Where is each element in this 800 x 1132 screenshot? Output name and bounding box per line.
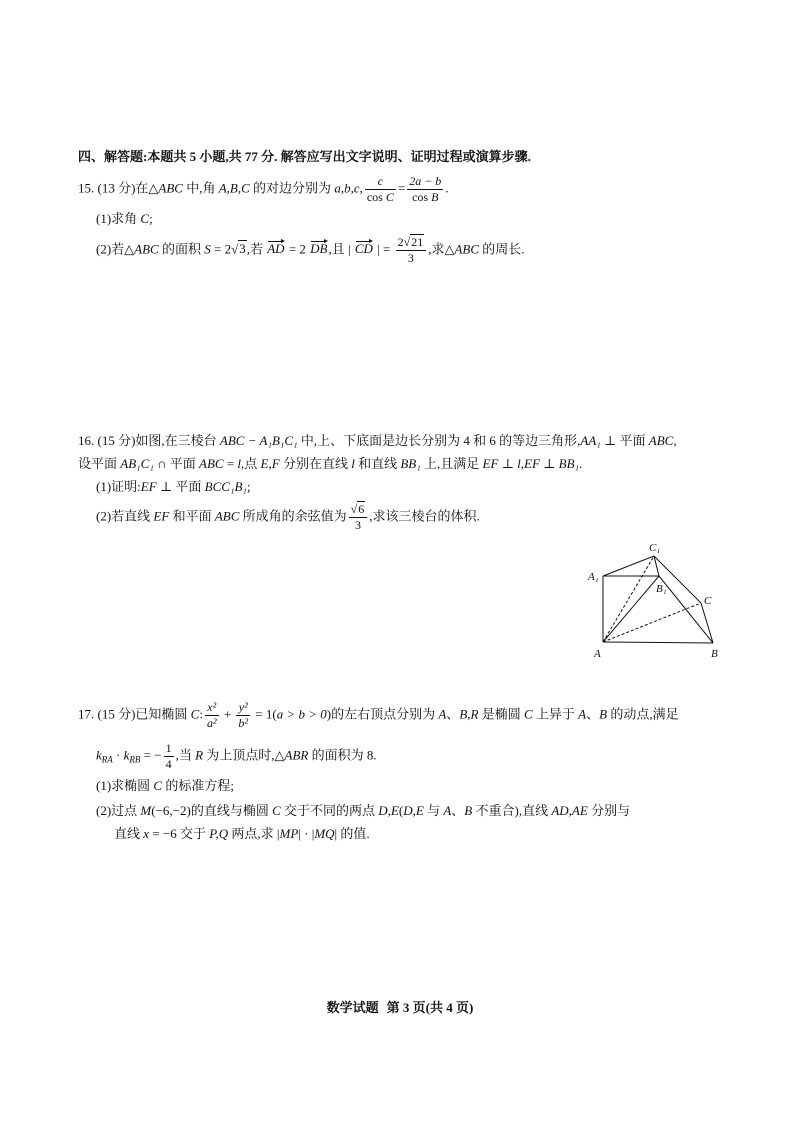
question-text: = 1( [252,706,277,722]
math-expression: B [464,803,473,818]
question-text: ⊥ [539,456,559,471]
subscript: RB [129,754,141,765]
question-text: . [579,456,583,471]
fraction [349,503,368,532]
frustum-figure [580,536,730,666]
q15-stem [78,175,449,204]
math-expression: MQ [314,826,335,841]
question-text: 、 [451,803,465,818]
edge-a-c-dashed [603,603,701,642]
question-text: . [445,180,449,196]
fraction-denominator: 3 [354,518,361,532]
q17-part2 [96,801,630,821]
edge-a1-c1 [603,556,654,576]
math-variable: C [385,190,394,204]
radicand: 3 [239,241,246,257]
label-b: B [711,648,718,660]
edge-a-b [603,642,713,643]
radicand: 6 [358,502,365,516]
q15-part1 [96,209,153,229]
question-text: 和直线 [354,456,401,471]
question-text: = 2 [285,241,310,257]
question-text: (2)过点 [96,803,141,818]
question-text: (1)求角 [96,211,141,226]
fraction [236,701,250,730]
question-text: 的标准方程; [162,778,234,793]
fraction [205,701,219,730]
question-text: 交于不同的两点 [280,803,379,818]
question-text: 分别在直线 [279,456,352,471]
fraction [164,742,174,771]
question-text: 、 [586,706,600,722]
fraction-numerator: c [365,175,396,190]
footer-page-number: 第 3 页(共 4 页) [386,1000,474,1015]
question-text: ,点 [241,456,261,471]
question-text: 的周长. [479,241,525,257]
question-text: 是椭圆 [478,706,524,722]
fraction-numerator: y² [236,701,250,716]
question-text: + [220,706,235,722]
math-expression: ABC [454,241,480,257]
fraction [407,175,443,204]
fraction-numerator [349,503,368,518]
function-name: cos [412,190,429,204]
math-expression: ABR [284,747,309,763]
fraction-numerator: 2a − b [409,174,442,188]
question-text: ∩ 平面 [153,456,199,471]
coefficient: 2 [397,235,404,249]
question-text: ( [398,803,404,818]
q17-stem-line1 [78,701,679,730]
fraction-numerator: 1 [165,741,172,755]
math-expression: C [523,706,533,722]
footer-subject: 数学试题 [326,1000,379,1015]
fraction-numerator [396,236,427,251]
section-heading: 四、解答题:本题共 5 小题,共 77 分. 解答应写出文字说明、证明过程或演算步骤. [78,149,531,164]
question-text: 的动点,满足 [607,706,679,722]
question-text: 两点,求 | [228,826,280,841]
math-expression: P,Q [209,826,229,841]
fraction-numerator: x² [205,701,219,716]
math-expression: l [351,456,355,471]
question-text: ; [246,479,251,494]
math-expression: D,E [378,803,399,818]
question-text: (−6,−2)的直线与椭圆 [151,803,273,818]
math-expression: B [599,706,608,722]
math-expression: R [470,706,479,722]
question-text: · [112,747,124,763]
question-text: )的左右顶点分别为 [326,706,439,722]
square-root [231,240,247,256]
fraction-denominator: b² [238,716,249,730]
math-expression: a > b > 0 [276,706,327,722]
question-text: ,求△ [428,241,455,257]
math-variable: k [123,747,130,763]
question-text: 为上顶点时,△ [203,747,285,763]
math-expression: EF [524,456,540,471]
math-expression: C [153,778,163,793]
question-text: = −6 交于 [149,826,210,841]
question-text: 设平面 [78,456,121,471]
radical-sign: √ [403,235,411,249]
fraction-denominator: 4 [165,757,172,771]
math-expression: C [190,706,200,722]
question-text: ⊥ 平面 [156,479,205,494]
question-text: , [467,706,471,722]
math-expression: l [237,456,242,471]
math-expression: C [140,211,150,226]
question-text: ,且 | [328,241,354,257]
math-expression: A [578,706,587,722]
math-expression: ABC [648,433,674,448]
math-expression: a,b,c [334,180,360,196]
math-expression: M [140,803,152,818]
math-expression: EF [482,456,499,471]
math-expression: BB₁ [558,456,580,471]
radicand: 21 [411,235,424,249]
math-expression: ABC − A₁B₁C₁ [219,433,298,448]
question-text: (2)若△ [96,241,135,257]
question-text: ⊥ 平面 [600,433,649,448]
question-text: : [199,706,203,722]
question-text: 17. (15 分)已知椭圆 [78,706,191,722]
question-text: 所成角的余弦值为 [239,508,347,524]
q17-stem-line2 [96,742,377,771]
question-text: 上异于 [532,706,579,722]
question-text: , [673,433,677,448]
question-text: (2)若直线 [96,508,154,524]
math-expression: x [143,826,150,841]
square-root [351,501,366,516]
equals-sign: = [397,180,406,196]
label-a: A [594,648,601,660]
math-expression: D,E [403,803,424,818]
math-expression: A [438,706,447,722]
edge-b-c [701,603,713,643]
square-root [404,234,425,249]
label-c1: C₁ [649,542,661,554]
question-text: 分别与 [587,803,631,818]
question-text: = 2 [210,241,232,257]
question-text: | 的值. [334,826,370,841]
label-a1: A₁ [588,571,599,583]
question-text: 直线 [114,826,144,841]
q17-part2-continuation [114,824,370,844]
label-c: C [704,595,712,607]
math-expression: A,B,C [218,180,250,196]
math-expression: l [517,456,521,471]
vector-cd: CD [354,241,373,257]
fraction [396,236,427,265]
fraction-denominator: 3 [407,251,414,265]
question-text: 15. (13 分)在△ [78,180,159,196]
question-text: ; [149,211,153,226]
question-text: = [223,456,238,471]
subscript: RA [101,754,113,765]
edge-c-c1 [654,556,701,603]
question-text: 与 [423,803,444,818]
question-text: 的面积为 8. [308,747,377,763]
math-expression: MP [279,826,299,841]
vector-ad: AD [267,241,285,257]
question-text: 16. (15 分)如图,在三棱台 [78,433,220,448]
page-footer [0,998,800,1018]
fraction [365,175,396,204]
math-expression: AD,AE [551,803,588,818]
math-expression: ABC [158,180,183,196]
math-expression: EF [153,508,170,524]
question-text: 的面积 [158,241,205,257]
math-expression: ABC [199,456,224,471]
question-text: ,求该三棱台的体积. [369,508,480,524]
question-text: 、 [446,706,460,722]
question-text: ⊥ [498,456,518,471]
q16-stem-line1 [78,431,677,451]
math-expression: B [459,706,468,722]
segment-a-c1-dashed [603,556,654,642]
math-expression: EF [140,479,157,494]
q16-part2 [96,503,480,532]
question-text: | · | [298,826,315,841]
math-variable: B [431,190,439,204]
q16-stem-line2 [78,454,582,474]
math-expression: E,F [260,456,280,471]
question-text: 不重合),直线 [472,803,552,818]
q15-part2 [96,236,525,265]
question-text: 的对边分别为 [249,180,335,196]
question-text: , [359,180,363,196]
math-expression: ABC [214,508,240,524]
radical-sign: √ [350,502,358,516]
fraction-denominator [407,190,443,204]
question-text: ,若 [246,241,267,257]
math-variable: k [96,747,102,763]
math-expression: AB₁C₁ [120,456,154,471]
question-text: (1)证明: [96,479,141,494]
fraction-denominator: a² [206,716,217,730]
question-text: , [520,456,525,471]
math-expression: BCC₁B₁ [204,479,247,494]
vector-db: DB [310,241,328,257]
question-text: 上,且满足 [420,456,483,471]
segment-a-b1 [603,576,659,642]
math-expression: ABC [134,241,159,257]
question-text: 中,上、下底面是边长分别为 4 和 6 的等边三角形, [297,433,581,448]
fraction-denominator [365,190,396,204]
question-text: | = [373,241,394,257]
math-expression: R [195,747,204,763]
q17-part1 [96,776,234,796]
question-text: 中,角 [182,180,219,196]
question-text: 和平面 [169,508,215,524]
math-expression: AA₁ [580,433,601,448]
math-expression: C [272,803,281,818]
math-expression: BB₁ [400,456,421,471]
edge-b-b1 [659,576,713,643]
question-text: ,当 [175,747,196,763]
math-expression: S [204,241,211,257]
radical-sign: √ [231,241,239,257]
question-text: (1)求椭圆 [96,778,154,793]
question-text: = − [140,747,162,763]
function-name: cos [366,190,383,204]
math-expression: A [443,803,452,818]
q16-part1 [96,477,251,497]
label-b1: B₁ [656,583,667,595]
